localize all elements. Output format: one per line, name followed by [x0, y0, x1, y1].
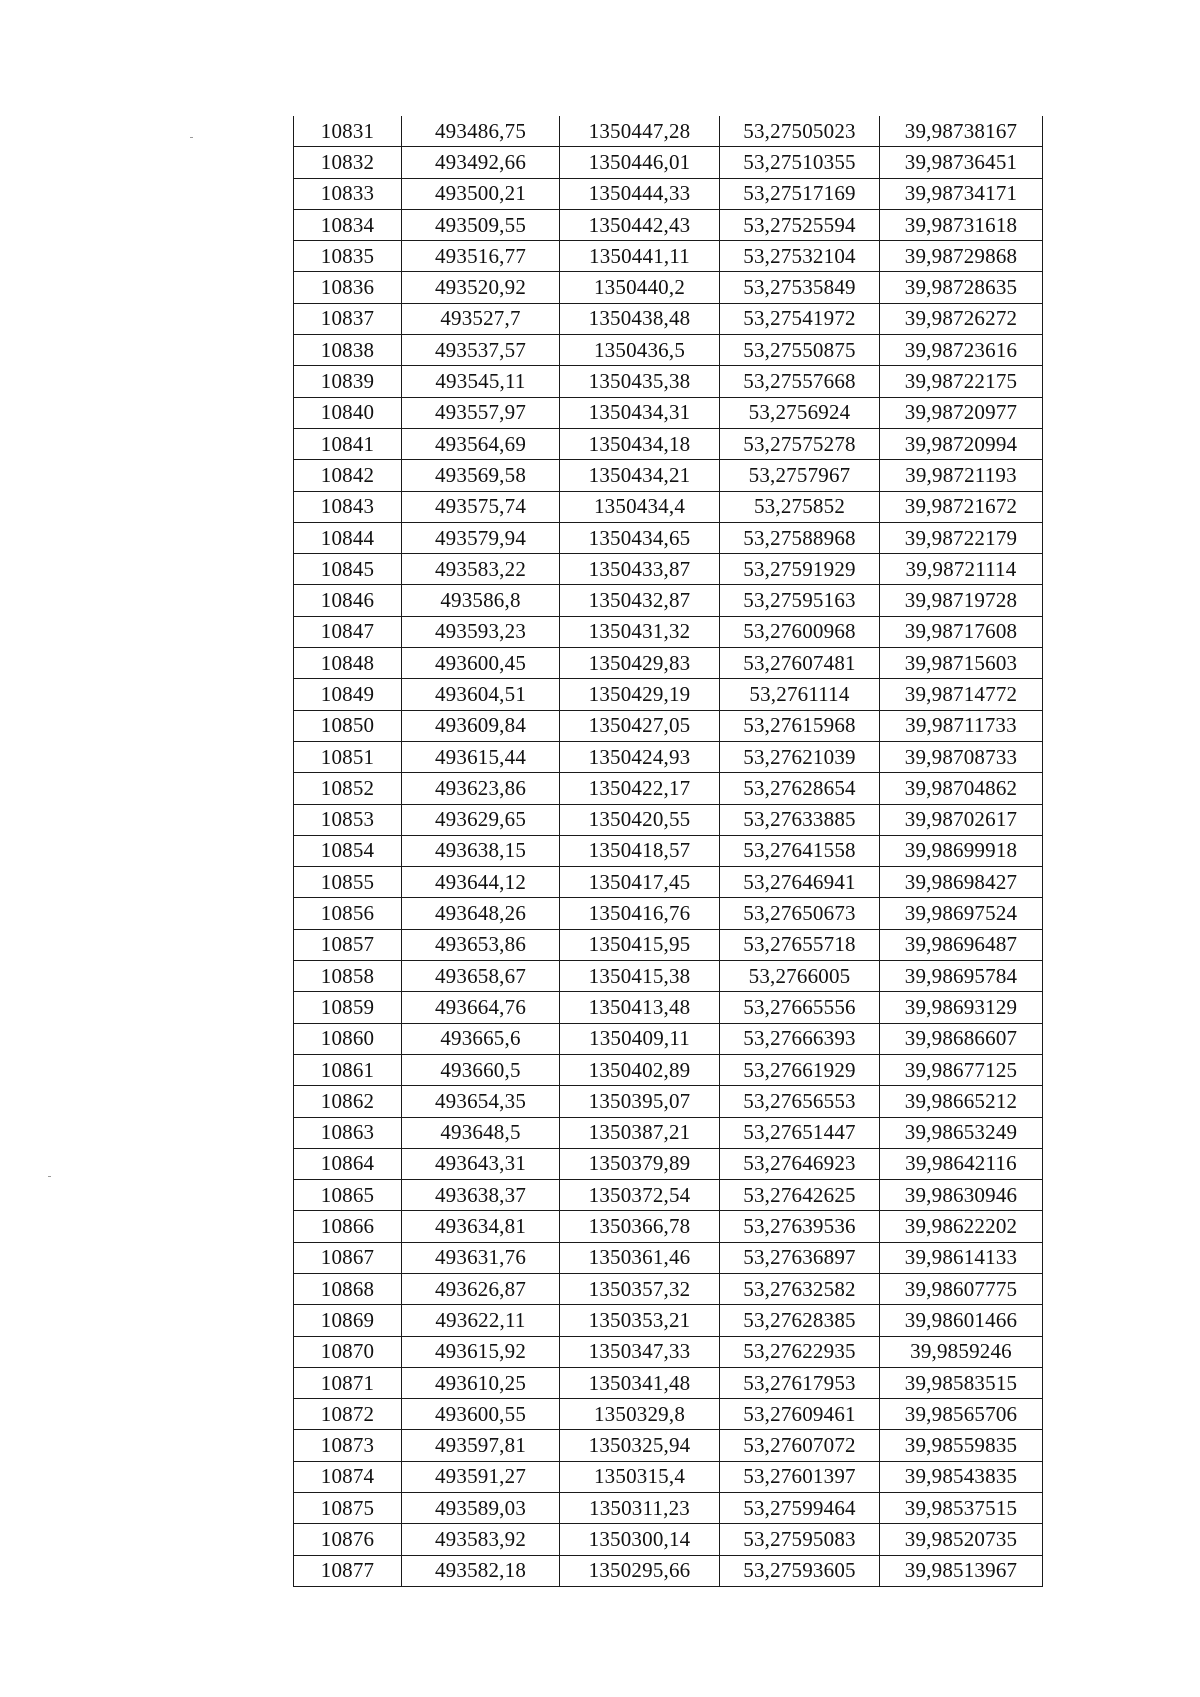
latitude-cell: 53,2766005 [720, 961, 880, 992]
x-coordinate-cell: 493648,26 [402, 898, 560, 929]
longitude-cell: 39,98726272 [880, 303, 1043, 334]
longitude-cell: 39,98722175 [880, 366, 1043, 397]
longitude-cell: 39,98537515 [880, 1493, 1043, 1524]
point-number-cell: 10836 [294, 272, 402, 303]
table-row [294, 648, 1043, 679]
x-coordinate-cell: 493615,92 [402, 1336, 560, 1367]
longitude-cell: 39,98665212 [880, 1086, 1043, 1117]
latitude-cell: 53,27642625 [720, 1180, 880, 1211]
latitude-cell: 53,27665556 [720, 992, 880, 1023]
point-number-cell: 10868 [294, 1273, 402, 1304]
y-coordinate-cell: 1350315,4 [560, 1461, 720, 1492]
latitude-cell: 53,27601397 [720, 1461, 880, 1492]
latitude-cell: 53,27615968 [720, 710, 880, 741]
point-number-cell: 10869 [294, 1305, 402, 1336]
table-row [294, 1117, 1043, 1148]
y-coordinate-cell: 1350418,57 [560, 835, 720, 866]
y-coordinate-cell: 1350424,93 [560, 741, 720, 772]
table-row [294, 1305, 1043, 1336]
latitude-cell: 53,27557668 [720, 366, 880, 397]
point-number-cell: 10865 [294, 1180, 402, 1211]
table-row [294, 961, 1043, 992]
point-number-cell: 10875 [294, 1493, 402, 1524]
longitude-cell: 39,98728635 [880, 272, 1043, 303]
table-row [294, 898, 1043, 929]
table-row [294, 303, 1043, 334]
y-coordinate-cell: 1350429,83 [560, 648, 720, 679]
y-coordinate-cell: 1350402,89 [560, 1054, 720, 1085]
point-number-cell: 10853 [294, 804, 402, 835]
latitude-cell: 53,27633885 [720, 804, 880, 835]
table-row [294, 241, 1043, 272]
table-row [294, 116, 1043, 147]
x-coordinate-cell: 493609,84 [402, 710, 560, 741]
y-coordinate-cell: 1350357,32 [560, 1273, 720, 1304]
longitude-cell: 39,98721114 [880, 554, 1043, 585]
y-coordinate-cell: 1350409,11 [560, 1023, 720, 1054]
x-coordinate-cell: 493569,58 [402, 460, 560, 491]
latitude-cell: 53,27517169 [720, 178, 880, 209]
table-row [294, 1367, 1043, 1398]
latitude-cell: 53,27651447 [720, 1117, 880, 1148]
x-coordinate-cell: 493575,74 [402, 491, 560, 522]
latitude-cell: 53,27646923 [720, 1148, 880, 1179]
y-coordinate-cell: 1350420,55 [560, 804, 720, 835]
y-coordinate-cell: 1350444,33 [560, 178, 720, 209]
table-row [294, 1180, 1043, 1211]
x-coordinate-cell: 493486,75 [402, 116, 560, 147]
latitude-cell: 53,27535849 [720, 272, 880, 303]
latitude-cell: 53,27575278 [720, 428, 880, 459]
table-row [294, 366, 1043, 397]
point-number-cell: 10846 [294, 585, 402, 616]
table-row [294, 460, 1043, 491]
y-coordinate-cell: 1350379,89 [560, 1148, 720, 1179]
x-coordinate-cell: 493582,18 [402, 1555, 560, 1586]
table-row [294, 1054, 1043, 1085]
latitude-cell: 53,27595083 [720, 1524, 880, 1555]
latitude-cell: 53,27595163 [720, 585, 880, 616]
latitude-cell: 53,27607481 [720, 648, 880, 679]
longitude-cell: 39,98722179 [880, 522, 1043, 553]
latitude-cell: 53,2761114 [720, 679, 880, 710]
point-number-cell: 10843 [294, 491, 402, 522]
latitude-cell: 53,27656553 [720, 1086, 880, 1117]
latitude-cell: 53,27609461 [720, 1399, 880, 1430]
table-row [294, 679, 1043, 710]
longitude-cell: 39,98708733 [880, 741, 1043, 772]
point-number-cell: 10867 [294, 1242, 402, 1273]
latitude-cell: 53,27650673 [720, 898, 880, 929]
x-coordinate-cell: 493660,5 [402, 1054, 560, 1085]
x-coordinate-cell: 493593,23 [402, 616, 560, 647]
point-number-cell: 10874 [294, 1461, 402, 1492]
table-row [294, 272, 1043, 303]
point-number-cell: 10834 [294, 209, 402, 240]
point-number-cell: 10833 [294, 178, 402, 209]
y-coordinate-cell: 1350300,14 [560, 1524, 720, 1555]
table-row [294, 522, 1043, 553]
x-coordinate-cell: 493589,03 [402, 1493, 560, 1524]
longitude-cell: 39,98695784 [880, 961, 1043, 992]
latitude-cell: 53,2756924 [720, 397, 880, 428]
table-row [294, 1524, 1043, 1555]
latitude-cell: 53,27550875 [720, 335, 880, 366]
point-number-cell: 10866 [294, 1211, 402, 1242]
longitude-cell: 39,98715603 [880, 648, 1043, 679]
latitude-cell: 53,27628385 [720, 1305, 880, 1336]
point-number-cell: 10856 [294, 898, 402, 929]
x-coordinate-cell: 493654,35 [402, 1086, 560, 1117]
table-row [294, 554, 1043, 585]
latitude-cell: 53,27661929 [720, 1054, 880, 1085]
table-row [294, 804, 1043, 835]
y-coordinate-cell: 1350429,19 [560, 679, 720, 710]
point-number-cell: 10850 [294, 710, 402, 741]
longitude-cell: 39,9859246 [880, 1336, 1043, 1367]
longitude-cell: 39,98630946 [880, 1180, 1043, 1211]
y-coordinate-cell: 1350311,23 [560, 1493, 720, 1524]
latitude-cell: 53,27591929 [720, 554, 880, 585]
x-coordinate-cell: 493638,15 [402, 835, 560, 866]
x-coordinate-cell: 493586,8 [402, 585, 560, 616]
table-row [294, 835, 1043, 866]
point-number-cell: 10840 [294, 397, 402, 428]
scan-speck [190, 137, 193, 138]
x-coordinate-cell: 493500,21 [402, 178, 560, 209]
x-coordinate-cell: 493509,55 [402, 209, 560, 240]
latitude-cell: 53,27639536 [720, 1211, 880, 1242]
longitude-cell: 39,98720994 [880, 428, 1043, 459]
point-number-cell: 10832 [294, 147, 402, 178]
longitude-cell: 39,98736451 [880, 147, 1043, 178]
table-row [294, 209, 1043, 240]
y-coordinate-cell: 1350434,21 [560, 460, 720, 491]
longitude-cell: 39,98622202 [880, 1211, 1043, 1242]
x-coordinate-cell: 493564,69 [402, 428, 560, 459]
y-coordinate-cell: 1350440,2 [560, 272, 720, 303]
latitude-cell: 53,27532104 [720, 241, 880, 272]
x-coordinate-cell: 493634,81 [402, 1211, 560, 1242]
table-row [294, 1336, 1043, 1367]
latitude-cell: 53,27632582 [720, 1273, 880, 1304]
longitude-cell: 39,98704862 [880, 773, 1043, 804]
x-coordinate-cell: 493600,45 [402, 648, 560, 679]
point-number-cell: 10852 [294, 773, 402, 804]
point-number-cell: 10838 [294, 335, 402, 366]
table-row [294, 1086, 1043, 1117]
longitude-cell: 39,98520735 [880, 1524, 1043, 1555]
point-number-cell: 10844 [294, 522, 402, 553]
point-number-cell: 10863 [294, 1117, 402, 1148]
x-coordinate-cell: 493648,5 [402, 1117, 560, 1148]
latitude-cell: 53,27646941 [720, 867, 880, 898]
table-row [294, 1430, 1043, 1461]
longitude-cell: 39,98698427 [880, 867, 1043, 898]
y-coordinate-cell: 1350341,48 [560, 1367, 720, 1398]
x-coordinate-cell: 493583,92 [402, 1524, 560, 1555]
table-row [294, 1555, 1043, 1586]
point-number-cell: 10862 [294, 1086, 402, 1117]
point-number-cell: 10839 [294, 366, 402, 397]
table-row [294, 710, 1043, 741]
x-coordinate-cell: 493615,44 [402, 741, 560, 772]
x-coordinate-cell: 493644,12 [402, 867, 560, 898]
x-coordinate-cell: 493604,51 [402, 679, 560, 710]
x-coordinate-cell: 493516,77 [402, 241, 560, 272]
table-row [294, 1242, 1043, 1273]
point-number-cell: 10873 [294, 1430, 402, 1461]
point-number-cell: 10842 [294, 460, 402, 491]
longitude-cell: 39,98699918 [880, 835, 1043, 866]
table-row [294, 929, 1043, 960]
y-coordinate-cell: 1350434,31 [560, 397, 720, 428]
y-coordinate-cell: 1350431,32 [560, 616, 720, 647]
table-row [294, 741, 1043, 772]
latitude-cell: 53,27628654 [720, 773, 880, 804]
longitude-cell: 39,98642116 [880, 1148, 1043, 1179]
table-row [294, 773, 1043, 804]
y-coordinate-cell: 1350427,05 [560, 710, 720, 741]
y-coordinate-cell: 1350417,45 [560, 867, 720, 898]
longitude-cell: 39,98565706 [880, 1399, 1043, 1430]
longitude-cell: 39,98721193 [880, 460, 1043, 491]
latitude-cell: 53,27588968 [720, 522, 880, 553]
latitude-cell: 53,27617953 [720, 1367, 880, 1398]
x-coordinate-cell: 493557,97 [402, 397, 560, 428]
point-number-cell: 10849 [294, 679, 402, 710]
longitude-cell: 39,98711733 [880, 710, 1043, 741]
table-row [294, 1461, 1043, 1492]
longitude-cell: 39,98734171 [880, 178, 1043, 209]
latitude-cell: 53,27541972 [720, 303, 880, 334]
longitude-cell: 39,98714772 [880, 679, 1043, 710]
x-coordinate-cell: 493579,94 [402, 522, 560, 553]
y-coordinate-cell: 1350438,48 [560, 303, 720, 334]
point-number-cell: 10876 [294, 1524, 402, 1555]
table-row [294, 867, 1043, 898]
x-coordinate-cell: 493527,7 [402, 303, 560, 334]
longitude-cell: 39,98583515 [880, 1367, 1043, 1398]
point-number-cell: 10857 [294, 929, 402, 960]
y-coordinate-cell: 1350434,18 [560, 428, 720, 459]
table-row [294, 1493, 1043, 1524]
x-coordinate-cell: 493631,76 [402, 1242, 560, 1273]
longitude-cell: 39,98559835 [880, 1430, 1043, 1461]
latitude-cell: 53,27607072 [720, 1430, 880, 1461]
y-coordinate-cell: 1350436,5 [560, 335, 720, 366]
point-number-cell: 10859 [294, 992, 402, 1023]
x-coordinate-cell: 493653,86 [402, 929, 560, 960]
coordinate-table-body [294, 116, 1043, 1586]
latitude-cell: 53,27593605 [720, 1555, 880, 1586]
longitude-cell: 39,98614133 [880, 1242, 1043, 1273]
longitude-cell: 39,98719728 [880, 585, 1043, 616]
y-coordinate-cell: 1350432,87 [560, 585, 720, 616]
longitude-cell: 39,98721672 [880, 491, 1043, 522]
latitude-cell: 53,27525594 [720, 209, 880, 240]
x-coordinate-cell: 493658,67 [402, 961, 560, 992]
point-number-cell: 10848 [294, 648, 402, 679]
y-coordinate-cell: 1350434,4 [560, 491, 720, 522]
point-number-cell: 10841 [294, 428, 402, 459]
y-coordinate-cell: 1350329,8 [560, 1399, 720, 1430]
scan-speck [48, 1176, 51, 1177]
y-coordinate-cell: 1350416,76 [560, 898, 720, 929]
longitude-cell: 39,98677125 [880, 1054, 1043, 1085]
longitude-cell: 39,98697524 [880, 898, 1043, 929]
point-number-cell: 10847 [294, 616, 402, 647]
latitude-cell: 53,27599464 [720, 1493, 880, 1524]
x-coordinate-cell: 493610,25 [402, 1367, 560, 1398]
x-coordinate-cell: 493600,55 [402, 1399, 560, 1430]
longitude-cell: 39,98601466 [880, 1305, 1043, 1336]
longitude-cell: 39,98653249 [880, 1117, 1043, 1148]
point-number-cell: 10871 [294, 1367, 402, 1398]
point-number-cell: 10860 [294, 1023, 402, 1054]
table-row [294, 491, 1043, 522]
x-coordinate-cell: 493664,76 [402, 992, 560, 1023]
point-number-cell: 10855 [294, 867, 402, 898]
latitude-cell: 53,27641558 [720, 835, 880, 866]
y-coordinate-cell: 1350387,21 [560, 1117, 720, 1148]
y-coordinate-cell: 1350447,28 [560, 116, 720, 147]
x-coordinate-cell: 493638,37 [402, 1180, 560, 1211]
latitude-cell: 53,27510355 [720, 147, 880, 178]
y-coordinate-cell: 1350372,54 [560, 1180, 720, 1211]
table-row [294, 1273, 1043, 1304]
latitude-cell: 53,27655718 [720, 929, 880, 960]
x-coordinate-cell: 493520,92 [402, 272, 560, 303]
y-coordinate-cell: 1350422,17 [560, 773, 720, 804]
latitude-cell: 53,27600968 [720, 616, 880, 647]
table-row [294, 992, 1043, 1023]
longitude-cell: 39,98738167 [880, 116, 1043, 147]
x-coordinate-cell: 493643,31 [402, 1148, 560, 1179]
table-row [294, 335, 1043, 366]
x-coordinate-cell: 493665,6 [402, 1023, 560, 1054]
table-row [294, 616, 1043, 647]
point-number-cell: 10854 [294, 835, 402, 866]
latitude-cell: 53,27621039 [720, 741, 880, 772]
longitude-cell: 39,98731618 [880, 209, 1043, 240]
table-row [294, 585, 1043, 616]
longitude-cell: 39,98696487 [880, 929, 1043, 960]
x-coordinate-cell: 493597,81 [402, 1430, 560, 1461]
y-coordinate-cell: 1350433,87 [560, 554, 720, 585]
longitude-cell: 39,98729868 [880, 241, 1043, 272]
longitude-cell: 39,98720977 [880, 397, 1043, 428]
latitude-cell: 53,27666393 [720, 1023, 880, 1054]
point-number-cell: 10877 [294, 1555, 402, 1586]
longitude-cell: 39,98717608 [880, 616, 1043, 647]
y-coordinate-cell: 1350446,01 [560, 147, 720, 178]
latitude-cell: 53,27505023 [720, 116, 880, 147]
table-row [294, 1399, 1043, 1430]
point-number-cell: 10845 [294, 554, 402, 585]
table-row [294, 1148, 1043, 1179]
longitude-cell: 39,98607775 [880, 1273, 1043, 1304]
y-coordinate-cell: 1350413,48 [560, 992, 720, 1023]
table-row [294, 1211, 1043, 1242]
table-row [294, 178, 1043, 209]
y-coordinate-cell: 1350442,43 [560, 209, 720, 240]
point-number-cell: 10864 [294, 1148, 402, 1179]
x-coordinate-cell: 493492,66 [402, 147, 560, 178]
y-coordinate-cell: 1350395,07 [560, 1086, 720, 1117]
x-coordinate-cell: 493626,87 [402, 1273, 560, 1304]
x-coordinate-cell: 493545,11 [402, 366, 560, 397]
longitude-cell: 39,98693129 [880, 992, 1043, 1023]
longitude-cell: 39,98513967 [880, 1555, 1043, 1586]
point-number-cell: 10872 [294, 1399, 402, 1430]
y-coordinate-cell: 1350441,11 [560, 241, 720, 272]
y-coordinate-cell: 1350347,33 [560, 1336, 720, 1367]
y-coordinate-cell: 1350434,65 [560, 522, 720, 553]
latitude-cell: 53,275852 [720, 491, 880, 522]
longitude-cell: 39,98686607 [880, 1023, 1043, 1054]
latitude-cell: 53,27636897 [720, 1242, 880, 1273]
point-number-cell: 10858 [294, 961, 402, 992]
x-coordinate-cell: 493583,22 [402, 554, 560, 585]
y-coordinate-cell: 1350295,66 [560, 1555, 720, 1586]
y-coordinate-cell: 1350361,46 [560, 1242, 720, 1273]
point-number-cell: 10870 [294, 1336, 402, 1367]
y-coordinate-cell: 1350366,78 [560, 1211, 720, 1242]
x-coordinate-cell: 493622,11 [402, 1305, 560, 1336]
y-coordinate-cell: 1350353,21 [560, 1305, 720, 1336]
latitude-cell: 53,2757967 [720, 460, 880, 491]
point-number-cell: 10831 [294, 116, 402, 147]
table-row [294, 397, 1043, 428]
point-number-cell: 10861 [294, 1054, 402, 1085]
longitude-cell: 39,98543835 [880, 1461, 1043, 1492]
longitude-cell: 39,98702617 [880, 804, 1043, 835]
point-number-cell: 10837 [294, 303, 402, 334]
x-coordinate-cell: 493537,57 [402, 335, 560, 366]
x-coordinate-cell: 493629,65 [402, 804, 560, 835]
table-row [294, 147, 1043, 178]
point-number-cell: 10851 [294, 741, 402, 772]
x-coordinate-cell: 493591,27 [402, 1461, 560, 1492]
point-number-cell: 10835 [294, 241, 402, 272]
longitude-cell: 39,98723616 [880, 335, 1043, 366]
y-coordinate-cell: 1350415,38 [560, 961, 720, 992]
y-coordinate-cell: 1350325,94 [560, 1430, 720, 1461]
y-coordinate-cell: 1350415,95 [560, 929, 720, 960]
latitude-cell: 53,27622935 [720, 1336, 880, 1367]
table-row [294, 1023, 1043, 1054]
x-coordinate-cell: 493623,86 [402, 773, 560, 804]
y-coordinate-cell: 1350435,38 [560, 366, 720, 397]
coordinate-table [293, 116, 1043, 1587]
table-row [294, 428, 1043, 459]
